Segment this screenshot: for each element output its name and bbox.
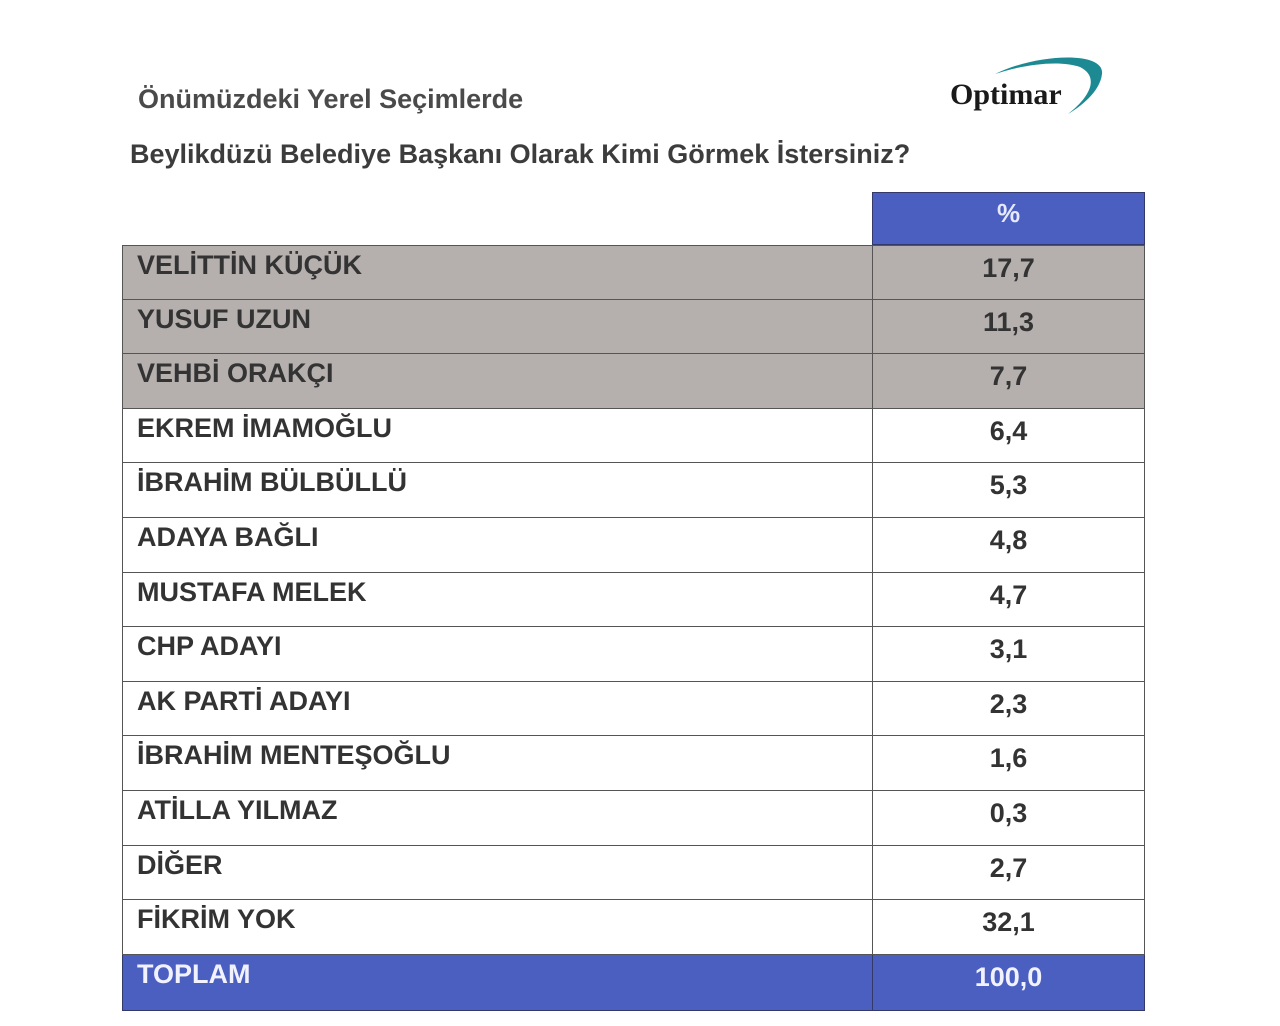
candidate-name: İBRAHİM BÜLBÜLLÜ: [123, 463, 873, 517]
table-row: [122, 409, 1145, 464]
optimar-logo: [940, 52, 1110, 122]
candidate-percent: 7,7: [989, 361, 1028, 392]
table-row: [122, 573, 1145, 628]
candidate-percent: 6,4: [989, 415, 1028, 446]
candidate-name: ADAYA BAĞLI: [123, 518, 873, 572]
table-row: [122, 518, 1145, 573]
candidate-name: İBRAHİM MENTEŞOĞLU: [123, 736, 873, 790]
candidate-percent: 32,1: [982, 907, 1035, 938]
table-row: [122, 791, 1145, 846]
candidate-name: YUSUF UZUN: [123, 300, 873, 354]
candidate-name: VELİTTİN KÜÇÜK: [123, 246, 873, 299]
candidate-percent: 17,7: [982, 253, 1035, 283]
candidate-percent: 3,1: [989, 634, 1028, 665]
table-row: [122, 900, 1145, 955]
table-row: [122, 245, 1145, 300]
candidate-percent: 2,3: [989, 688, 1028, 719]
candidate-name: MUSTAFA MELEK: [123, 573, 873, 627]
total-label: TOPLAM: [123, 955, 873, 1010]
candidate-name: ATİLLA YILMAZ: [123, 791, 873, 845]
results-table: [122, 245, 1145, 1011]
candidate-percent: 1,6: [989, 743, 1028, 774]
candidate-name: AK PARTİ ADAYI: [123, 682, 873, 736]
title-line-2: Beylikdüzü Belediye Başkanı Olarak Kimi Görmek İstersiniz?: [130, 139, 911, 169]
candidate-percent: 4,7: [989, 579, 1028, 610]
table-row: [122, 463, 1145, 518]
logo-text: Optimar: [950, 78, 1062, 111]
candidate-name: DİĞER: [123, 846, 873, 900]
table-row: [122, 846, 1145, 901]
total-value: 100,0: [974, 961, 1043, 992]
candidate-percent: 0,3: [989, 797, 1028, 828]
candidate-percent: 11,3: [982, 306, 1035, 337]
table-row: [122, 736, 1145, 791]
candidate-name: EKREM İMAMOĞLU: [123, 409, 873, 463]
table-row: [122, 300, 1145, 355]
table-row: [122, 682, 1145, 737]
total-row: [122, 955, 1145, 1011]
candidate-name: VEHBİ ORAKÇI: [123, 354, 873, 408]
table-row: [122, 627, 1145, 682]
candidate-percent: 2,7: [989, 852, 1028, 883]
candidate-name: CHP ADAYI: [123, 627, 873, 681]
candidate-percent: 4,8: [989, 524, 1028, 555]
percent-column-header: %: [872, 192, 1145, 245]
candidate-name: FİKRİM YOK: [123, 900, 873, 954]
table-row: [122, 354, 1145, 409]
title-line-1: Önümüzdeki Yerel Seçimlerde: [138, 84, 524, 114]
candidate-percent: 5,3: [989, 470, 1028, 501]
